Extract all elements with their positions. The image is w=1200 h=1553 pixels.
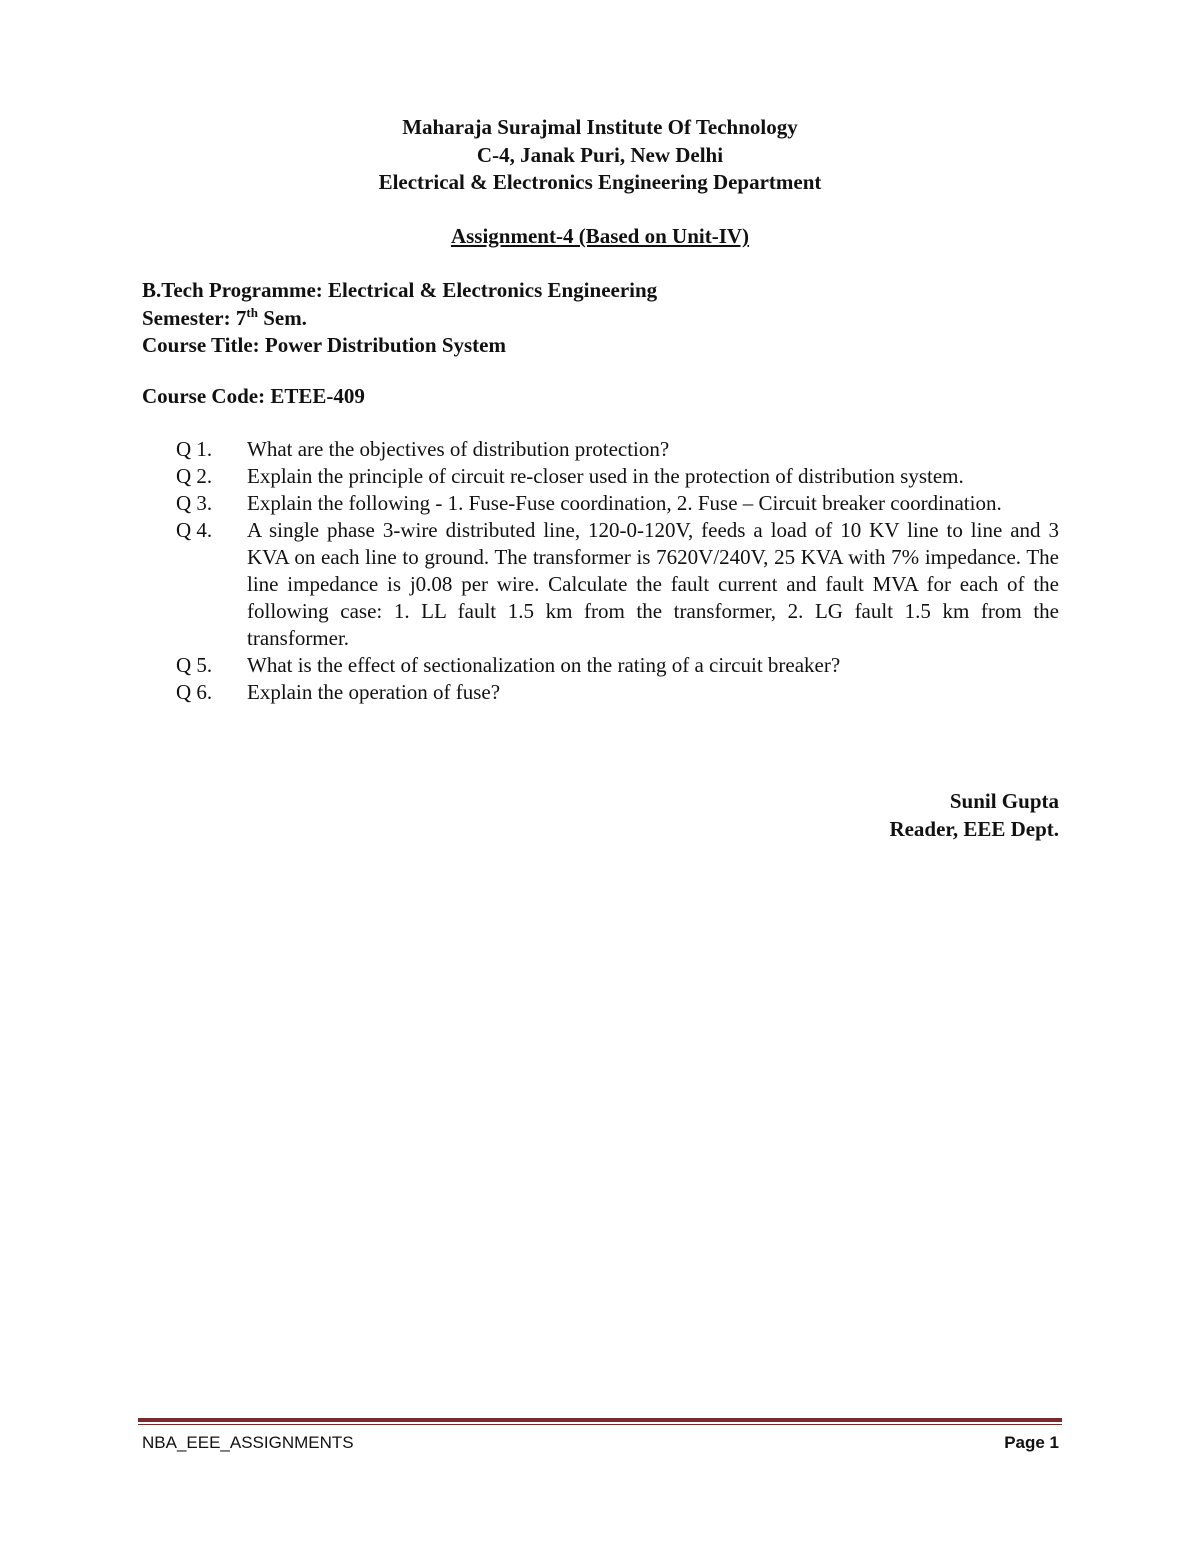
question-text: What is the effect of sectionalization on the rating of a circuit breaker?: [247, 653, 841, 677]
question-text: A single phase 3-wire distributed line, 120-0-120V, feeds a load of 10 KV line to line and 3 KVA on each line to ground. The transformer is 7620V/240V, 25 KVA with 7% impedance. The line impedance is j0.08 per wire. Calculate the fault current and fault MVA for each of the following case: 1. LL fault 1.5 km from the transformer, 2. LG fault 1.5 km from the transformer.: [247, 518, 1059, 650]
question-list: [176, 436, 1059, 706]
question-item: [176, 517, 1059, 652]
question-item: [176, 652, 1059, 679]
semester-suffix: Sem.: [257, 306, 307, 330]
question-text: Explain the operation of fuse?: [247, 680, 501, 704]
question-number: Q 2.: [176, 464, 213, 488]
question-item: [176, 436, 1059, 463]
question-number: Q 4.: [176, 518, 213, 542]
assignment-title-row: [0, 223, 1200, 250]
programme-line: B.Tech Programme: Electrical & Electronics Engineering: [142, 278, 658, 302]
signatory-title: Reader, EEE Dept.: [889, 817, 1059, 841]
question-number: Q 5.: [176, 653, 213, 677]
course-title: Course Title: Power Distribution System: [142, 333, 506, 357]
question-text: What are the objectives of distribution protection?: [247, 437, 670, 461]
footer-label: NBA_EEE_ASSIGNMENTS: [142, 1433, 354, 1452]
assignment-title: Assignment-4 (Based on Unit-IV): [450, 224, 750, 248]
question-text: Explain the principle of circuit re-closer used in the protection of distribution system.: [247, 464, 964, 488]
course-code: Course Code: ETEE-409: [142, 384, 365, 408]
footer-divider-thin: [138, 1424, 1062, 1425]
semester-line: [142, 305, 307, 332]
question-item: [176, 463, 1059, 490]
question-text: Explain the following - 1. Fuse-Fuse coordination, 2. Fuse – Circuit breaker coordination.: [247, 491, 1002, 515]
semester-sup: th: [246, 305, 258, 320]
question-item: [176, 490, 1059, 517]
semester-prefix: Semester: 7: [142, 306, 247, 330]
institute-address: C-4, Janak Puri, New Delhi: [476, 143, 724, 167]
question-number: Q 6.: [176, 680, 213, 704]
question-number: Q 1.: [176, 437, 213, 461]
page-number: Page 1: [1004, 1433, 1059, 1452]
question-item: [176, 679, 1059, 706]
signatory-name: Sunil Gupta: [949, 789, 1059, 813]
department-name: Electrical & Electronics Engineering Department: [378, 170, 822, 194]
institute-name: Maharaja Surajmal Institute Of Technology: [402, 115, 798, 139]
footer-divider: [138, 1418, 1062, 1422]
question-number: Q 3.: [176, 491, 213, 515]
